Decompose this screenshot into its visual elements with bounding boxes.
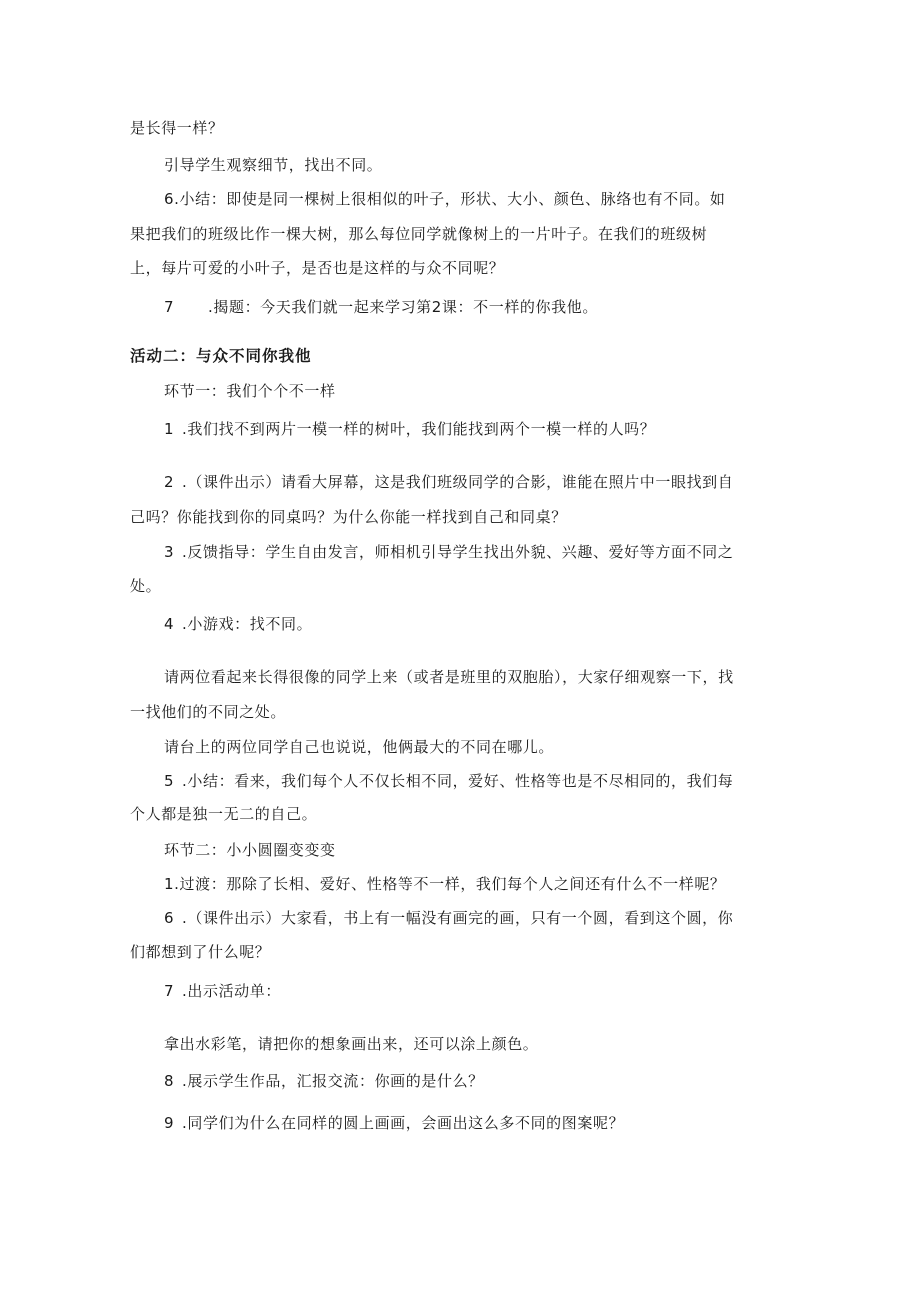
list-item — [164, 981, 281, 1001]
paragraph-line: 请台上的两位同学自己也说说，他俩最大的不同在哪儿。 — [164, 738, 555, 756]
paragraph-line: 己吗？你能找到你的同桌吗？为什么你能一样找到自己和同桌？ — [130, 508, 567, 526]
paragraph-line: 处。 — [130, 577, 162, 595]
paragraph-line: 6.小结：即使是同一棵树上很相似的叶子，形状、大小、颜色、脉络也有不同。如 — [164, 190, 726, 208]
list-text: .（课件出示）大家看，书上有一幅没有画完的画，只有一个圆，看到这个圆，你 — [182, 909, 734, 927]
list-text: .揭题：今天我们就一起来学习第2课：不一样的你我他。 — [208, 298, 598, 316]
list-text: .同学们为什么在同样的圆上画画，会画出这么多不同的图案呢？ — [182, 1114, 625, 1132]
list-text: .我们找不到两片一模一样的树叶，我们能找到两个一模一样的人吗？ — [182, 420, 656, 438]
paragraph-line: 引导学生观察细节，找出不同。 — [164, 156, 383, 174]
paragraph-line: 1.过渡：那除了长相、爱好、性格等不一样，我们每个人之间还有什么不一样呢？ — [164, 875, 726, 893]
list-number: 9 — [164, 1114, 175, 1132]
paragraph-line: 们都想到了什么呢？ — [130, 943, 271, 961]
list-text: .出示活动单： — [182, 982, 281, 1000]
list-number: 6 — [164, 909, 175, 927]
paragraph-line: 拿出水彩笔，请把你的想象画出来，还可以涂上颜色。 — [164, 1035, 539, 1053]
list-item — [164, 1071, 484, 1091]
paragraph-line: 个人都是独一无二的自己。 — [130, 805, 318, 823]
list-item — [164, 614, 312, 634]
list-number: 7 — [164, 298, 175, 316]
list-item — [164, 771, 733, 791]
paragraph-line: 是长得一样？ — [130, 119, 224, 137]
list-text: .小结：看来，我们每个人不仅长相不同，爱好、性格等也是不尽相同的，我们每 — [182, 772, 734, 790]
list-number: 5 — [164, 772, 175, 790]
section-heading: 活动二：与众不同你我他 — [130, 347, 312, 365]
paragraph-line: 请两位看起来长得很像的同学上来（或者是班里的双胞胎），大家仔细观察一下，找 — [164, 668, 734, 686]
list-number: 1 — [164, 420, 175, 438]
subsection-heading: 环节二：小小圆圈变变变 — [164, 841, 336, 859]
paragraph-line: 上，每片可爱的小叶子，是否也是这样的与众不同呢？ — [130, 259, 505, 277]
paragraph-line: 一找他们的不同之处。 — [130, 703, 287, 721]
subsection-heading: 环节一：我们个个不一样 — [164, 382, 336, 400]
list-number: 7 — [164, 982, 175, 1000]
list-text: .展示学生作品，汇报交流：你画的是什么？ — [182, 1072, 484, 1090]
paragraph-line: 果把我们的班级比作一棵大树，那么每位同学就像树上的一片叶子。在我们的班级树 — [130, 225, 708, 243]
list-number: 2 — [164, 473, 175, 491]
list-item — [164, 542, 733, 562]
list-text: .反馈指导：学生自由发言，师相机引导学生找出外貌、兴趣、爱好等方面不同之 — [182, 543, 734, 561]
list-item — [164, 419, 655, 439]
list-item — [164, 297, 598, 317]
list-text: .（课件出示）请看大屏幕，这是我们班级同学的合影，谁能在照片中一眼找到自 — [182, 473, 734, 491]
list-number: 4 — [164, 615, 175, 633]
list-text: .小游戏：找不同。 — [182, 615, 313, 633]
list-item — [164, 472, 733, 492]
list-number: 3 — [164, 543, 175, 561]
list-item — [164, 908, 733, 928]
list-number: 8 — [164, 1072, 175, 1090]
list-item — [164, 1113, 624, 1133]
